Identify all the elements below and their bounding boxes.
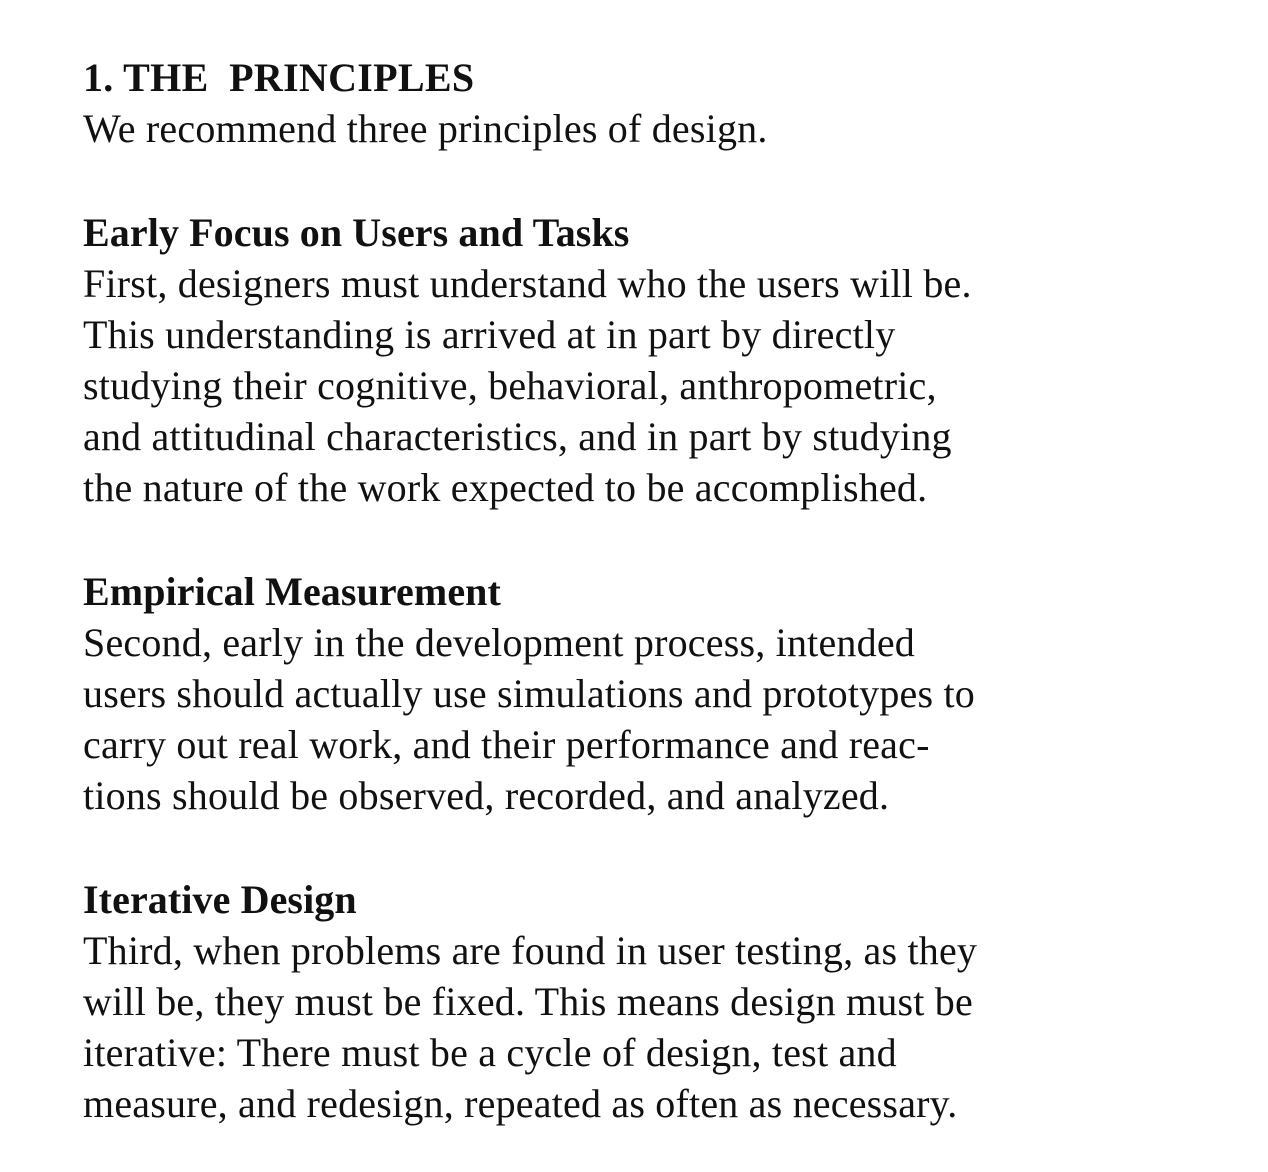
principle-heading: Early Focus on Users and Tasks bbox=[83, 210, 630, 255]
spacer bbox=[83, 821, 1233, 874]
paragraph-line: will be, they must be fixed. This means design must be bbox=[83, 979, 973, 1024]
paragraph-line: and attitudinal characteristics, and in part by studying bbox=[83, 414, 952, 459]
document-page bbox=[83, 52, 1233, 1129]
paragraph-line: the nature of the work expected to be accomplished. bbox=[83, 465, 928, 510]
principle-heading: Empirical Measurement bbox=[83, 569, 501, 614]
section-title: 1. THE PRINCIPLES bbox=[83, 55, 475, 100]
paragraph-line: tions should be observed, recorded, and analyzed. bbox=[83, 773, 890, 818]
principle-heading: Iterative Design bbox=[83, 877, 357, 922]
paragraph-line: measure, and redesign, repeated as often as necessary. bbox=[83, 1081, 958, 1126]
paragraph-line: users should actually use simulations and prototypes to bbox=[83, 671, 975, 716]
intro-text: We recommend three principles of design. bbox=[83, 106, 768, 151]
paragraph-line: iterative: There must be a cycle of design, test and bbox=[83, 1030, 897, 1075]
principle-empirical-measurement bbox=[83, 566, 1233, 821]
paragraph-line: Second, early in the development process, intended bbox=[83, 620, 915, 665]
paragraph-line: Third, when problems are found in user testing, as they bbox=[83, 928, 978, 973]
principle-early-focus bbox=[83, 207, 1233, 513]
principle-iterative-design bbox=[83, 874, 1233, 1129]
spacer bbox=[83, 513, 1233, 566]
paragraph-line: studying their cognitive, behavioral, anthropometric, bbox=[83, 363, 937, 408]
paragraph-line: carry out real work, and their performance and reac- bbox=[83, 722, 930, 767]
paragraph-line: First, designers must understand who the users will be. bbox=[83, 261, 972, 306]
spacer bbox=[83, 154, 1233, 207]
paragraph-line: This understanding is arrived at in part by directly bbox=[83, 312, 896, 357]
